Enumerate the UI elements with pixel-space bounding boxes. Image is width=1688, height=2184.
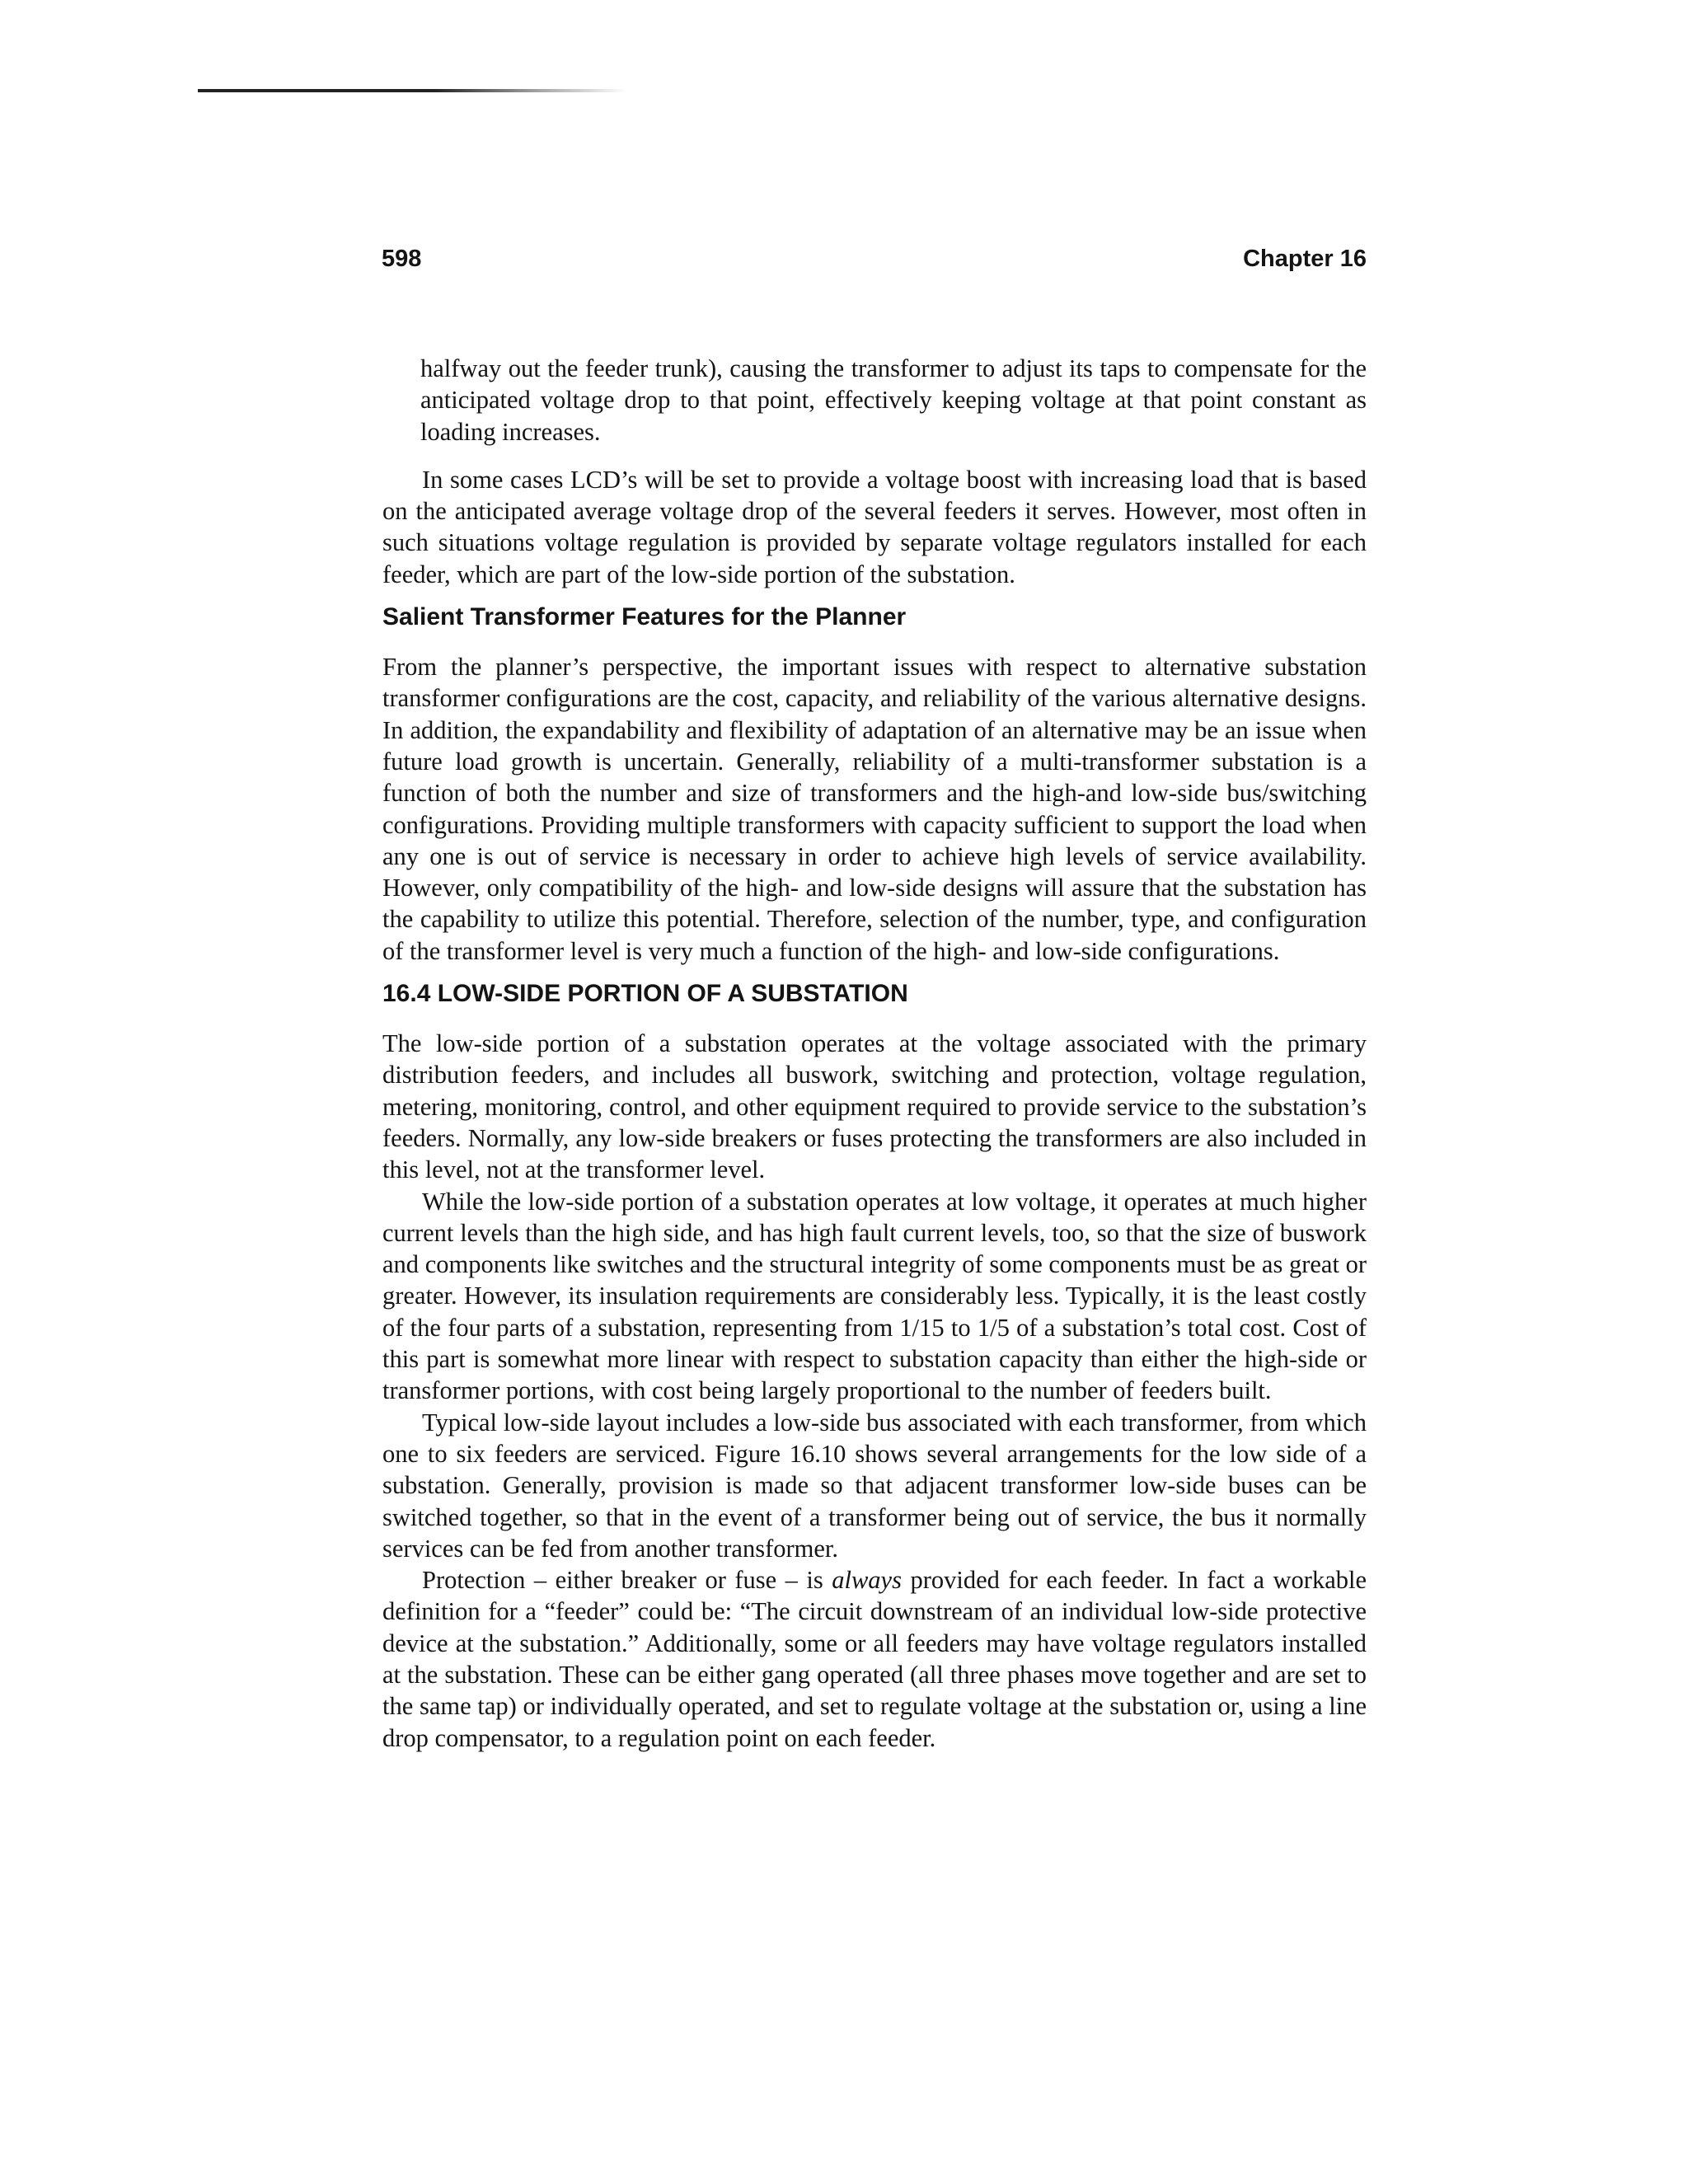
page-number: 598 [382, 246, 422, 272]
paragraph-planner-perspective: From the planner’s perspective, the important issues with respect to alternative substation transformer configurations are the cost, capacity, and reliability of the various alternative designs. In addition, the expandability and flexibility of adaptation of an alternative may be an issue when future load growth is uncertain. Generally, reliability of a multi-transformer substation is a function of both the number and size of transformers and the high-and low-side bus/switching configurations. Providing multiple transformers with capacity sufficient to support the load when any one is out of service is necessary in order to achieve high levels of service availability. However, only compatibility of the high- and low-side designs will assure that the substation has the capability to utilize this potential. Therefore, selection of the number, type, and configuration of the transformer level is very much a function of the high- and low-side configurations. [382, 653, 1367, 965]
protection-text-start: Protection – either breaker or fuse – is [422, 1566, 832, 1595]
chapter-label: Chapter 16 [1243, 246, 1367, 272]
paragraph-continued: halfway out the feeder trunk), causing the transformer to adjust its taps to compensate for the anticipated voltage drop to that point, effectively keeping voltage at that point constant as loading increases. [420, 354, 1367, 446]
paragraph-low-side-layout: Typical low-side layout includes a low-side bus associated with each transformer, from which one to six feeders are serviced. Figure 16.10 shows several arrangements for the low side of a substation. Generally, provision is made so that adjacent transformer low-side buses can be switched together, so that in the event of a transformer being out of service, the bus it normally services can be fed from another transformer. [382, 1408, 1367, 1563]
running-head [382, 246, 1367, 279]
subsection-heading: Salient Transformer Features for the Planner [382, 603, 907, 631]
protection-text-end: provided for each feeder. In fact a workable definition for a “feeder” could be: “The circuit downstream of an individual low-side protective device at the substation.” Additionally, some or all feeders may have voltage regulators installed at the substation. These can be either gang operated (all three phases move together and are set to the same tap) or individually operated, and set to regulate voltage at the substation or, using a line drop compensator, to a regulation point on each feeder. [382, 1566, 1367, 1752]
section-heading: 16.4 LOW-SIDE PORTION OF A SUBSTATION [382, 980, 908, 1008]
body-text [382, 353, 1367, 1754]
top-rule [198, 89, 626, 92]
paragraph-protection [382, 1564, 1367, 1754]
paragraph-lcd-boost: In some cases LCD’s will be set to provide a voltage boost with increasing load that is based on the anticipated average voltage drop of the several feeders it serves. However, most often in such situations voltage regulation is provided by separate voltage regulators installed for each feeder, which are part of the low-side portion of the substation. [382, 465, 1367, 588]
paragraph-low-side-intro: The low-side portion of a substation operates at the voltage associated with the primary distribution feeders, and includes all buswork, switching and protection, voltage regulation, metering, monitoring, control, and other equipment required to provide service to the substation’s feeders. Normally, any low-side breakers or fuses protecting the transformers are also included in this level, not at the transformer level. [382, 1029, 1367, 1184]
emphasis-always: always [832, 1566, 902, 1595]
paragraph-low-side-current: While the low-side portion of a substation operates at low voltage, it operates at much higher current levels than the high side, and has high fault current levels, too, so that the size of buswork and components like switches and the structural integrity of some components must be as great or greater. However, its insulation requirements are considerably less. Typically, it is the least costly of the four parts of a substation, representing from 1/15 to 1/5 of a substation’s total cost. Cost of this part is somewhat more linear with respect to substation capacity than either the high-side or transformer portions, with cost being largely proportional to the number of feeders built. [382, 1187, 1367, 1405]
